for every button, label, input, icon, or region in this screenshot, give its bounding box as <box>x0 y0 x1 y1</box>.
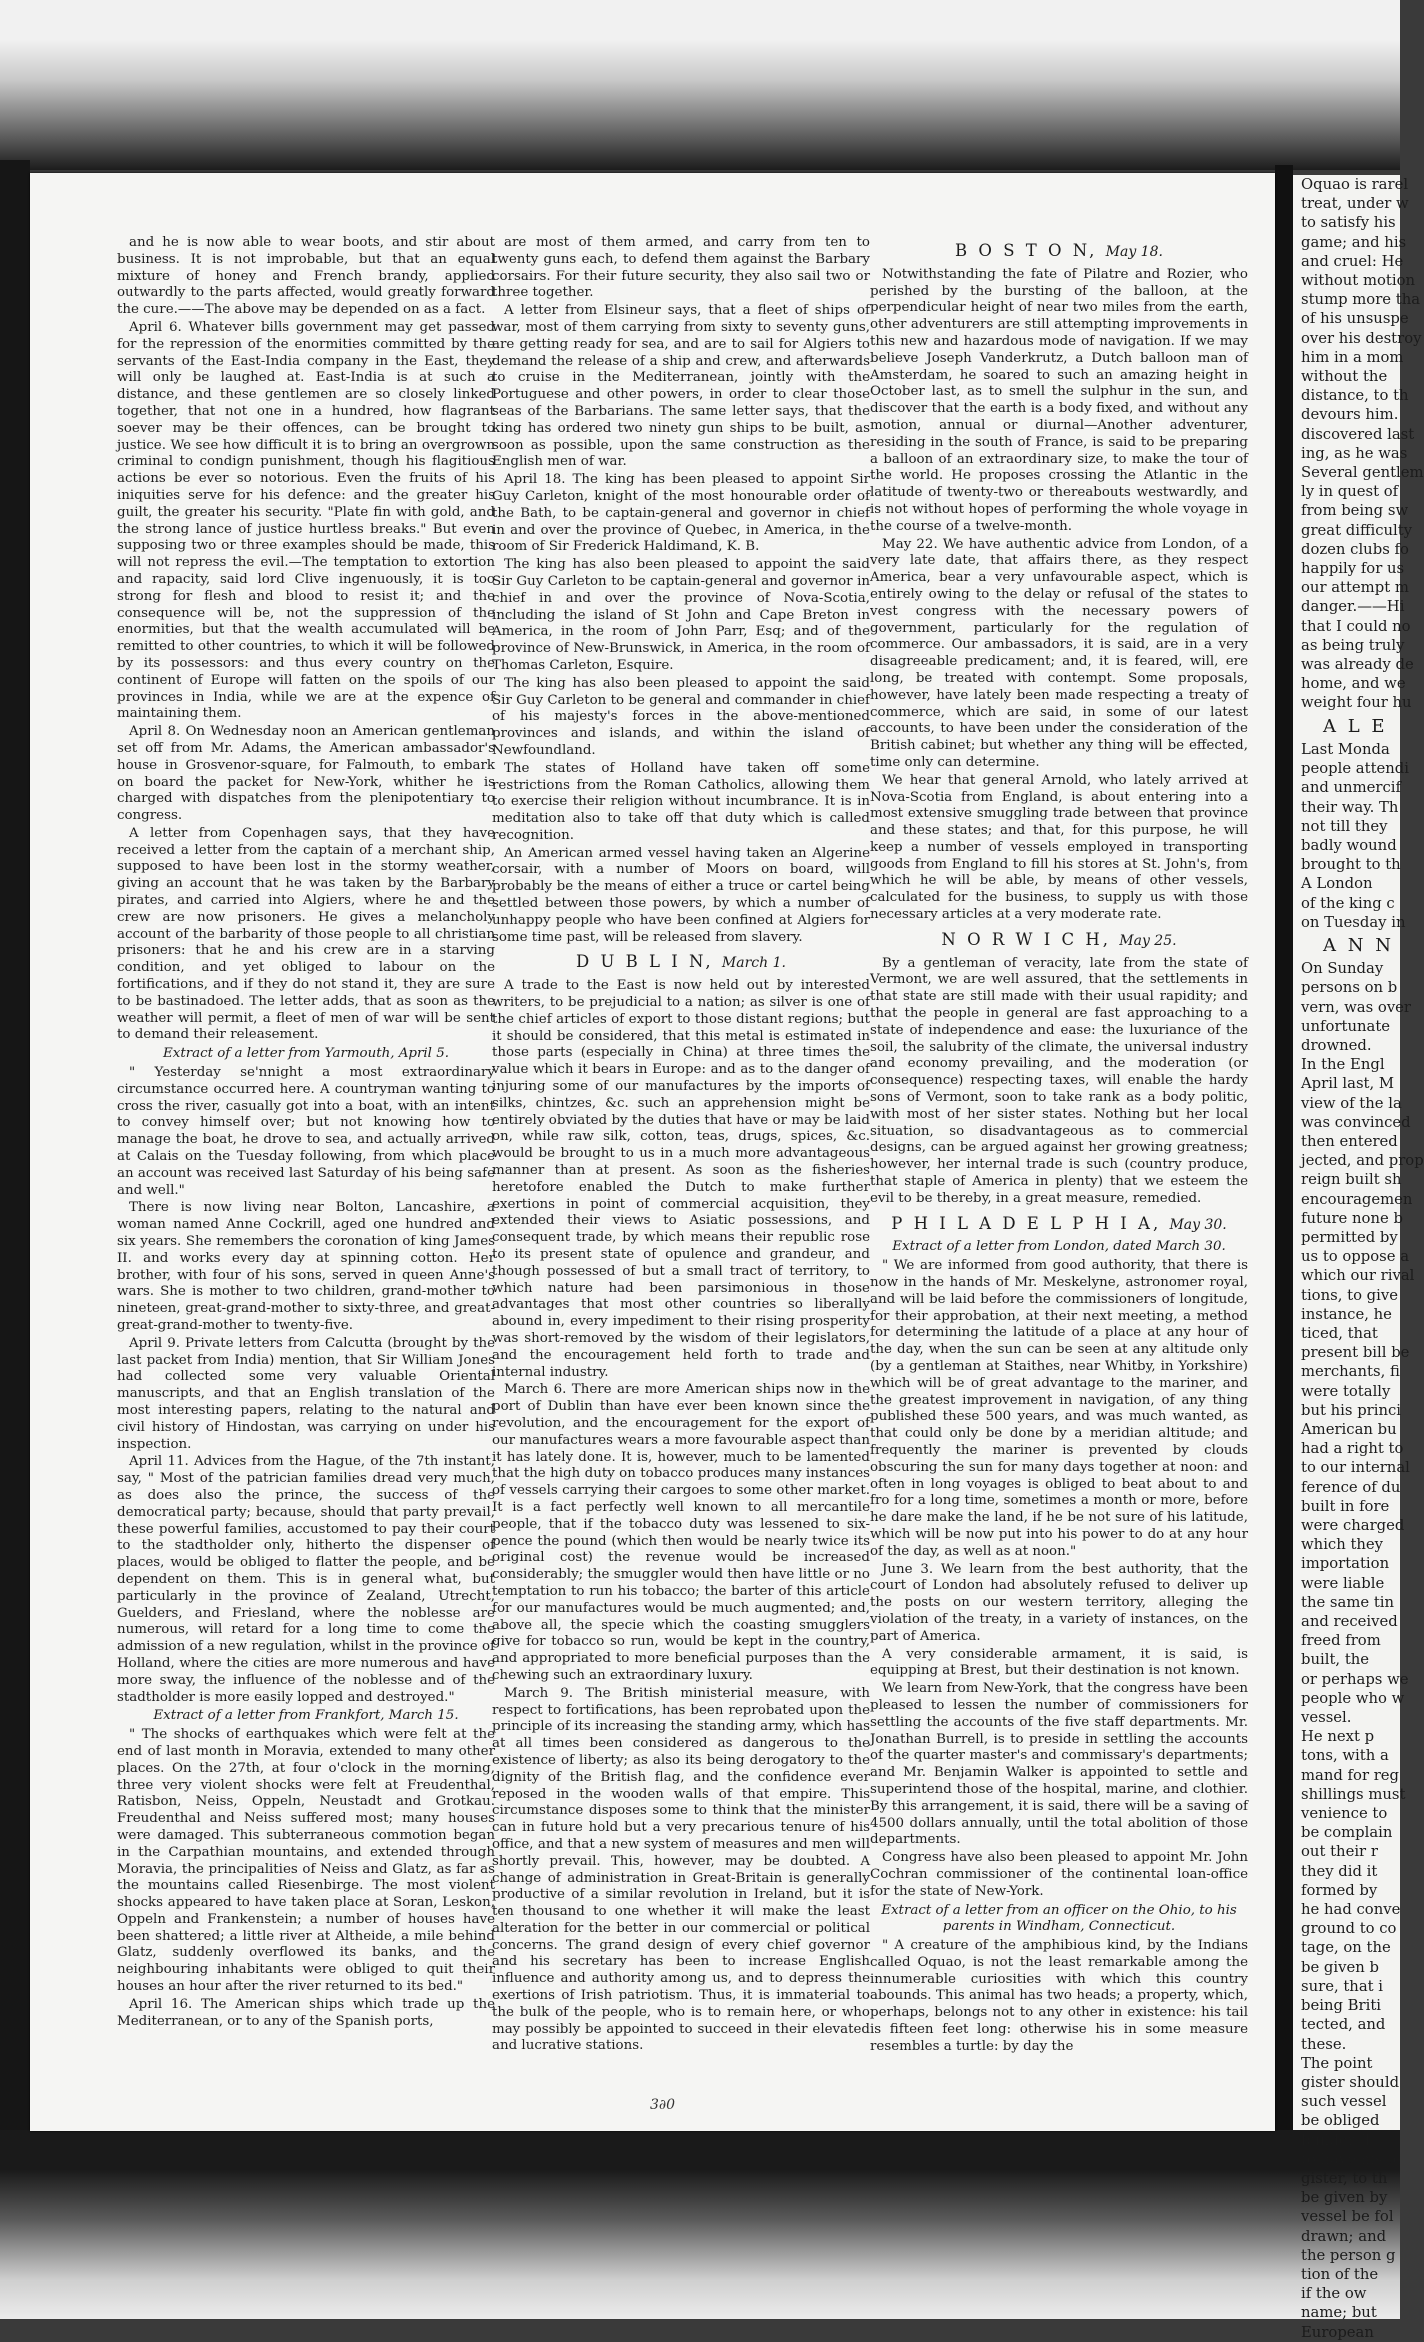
fragment-line: A N N <box>1323 934 1394 956</box>
fragment-line: ticed, that <box>1301 1324 1378 1342</box>
fragment-line: reign built sh <box>1301 1171 1402 1189</box>
fragment-line: were liable <box>1301 1574 1385 1592</box>
fragment-line: he had conve <box>1301 1901 1401 1919</box>
fragment-line: our attempt m <box>1301 579 1409 597</box>
fragment-line: mand for reg <box>1301 1766 1400 1784</box>
fragment-line: be obliged <box>1301 2112 1380 2130</box>
fragment-line: and cruel: He <box>1301 252 1404 270</box>
fragment-line: from being sw <box>1301 502 1409 520</box>
article-paragraph: A letter from Copenhagen says, that they have received a letter from the captain of a merchant ship, supposed to have been lost in the stormy weather, giving an account that he was taken by the Barbary pirates, and carried into Algiers, where he and the crew are now prisoners. He gives a melancholy account of the barbarity of those people to all christian prisoners: that he and his crew are in a starving condition, and yet obliged to labour on the fortifications, and if they do not stand it, they are sure to be bastinadoed. The letter adds, that as soon as the weather will permit, a fleet of men of war will be sent to demand their releasement. <box>117 825 495 1043</box>
fragment-line: people who w <box>1301 1689 1405 1707</box>
fragment-line: out their r <box>1301 1843 1378 1861</box>
norwich-heading: N O R W I C H, May 25. <box>941 929 1177 949</box>
article-paragraph: " The shocks of earthquakes which were felt at the end of last month in Moravia, extended to many other places. On the 27th, at four o'clock in the morning, three very violent shocks were felt at Freudenthal, Ratisbon, Neiss, Oppeln, Neustadt and Grotkau. Freudenthal and Neiss suffered most; many houses were damaged. This subterraneous commotion began in the Carpathian mountains, and extended through Moravia, the principalities of Neiss and Glatz, as far as the mountains called Riesenbirge. The most violent shocks appeared to have taken place at Soran, Leskon, Oppeln and Frankenstein; a number of houses have been shattered; a little river at Altheide, a mile behind Glatz, suddenly overflowed its banks, and the neighbouring inhabitants were obliged to quit their houses an hour after the river returned to its bed." <box>117 1727 495 1995</box>
fragment-line: On Sunday <box>1301 960 1384 978</box>
fragment-line: were totally <box>1301 1382 1391 1400</box>
article-paragraph: June 3. We learn from the best authority, that the court of London had absolutely refused to deliver up the posts on our western territory, alleging the violation of the treaty, in a variety of instances, on the part of America. <box>870 1561 1248 1644</box>
fragment-line: The point <box>1301 2054 1373 2072</box>
fragment-line: not till they <box>1301 817 1388 835</box>
article-paragraph: April 9. Private letters from Calcutta (brought by the last packet from India) mention, that Sir William Jones had collected some very valuable Oriental manuscripts, and that an English translation of the most interesting papers, relating to the natural and civil history of Hindostan, was carrying on under his inspection. <box>117 1335 495 1452</box>
book-gutter <box>1275 165 1293 2140</box>
article-paragraph: Extract of a letter from an officer on the Ohio, to his parents in Windham, Connecticut. <box>881 1902 1237 1935</box>
fragment-line: be given b <box>1301 1958 1379 1976</box>
fragment-line: if the ow <box>1301 2285 1367 2303</box>
article-paragraph: April 16. The American ships which trade up the Mediterranean, or to any of the Spanish ports, <box>117 1996 495 2029</box>
fragment-line: gister, to th <box>1301 2169 1388 2187</box>
fragment-line: European <box>1301 2323 1374 2341</box>
article-paragraph: Notwithstanding the fate of Pilatre and Rozier, who perished by the bursting of the balloon, at the perpendicular height of near two miles from the earth, other adventurers are still attempting improvements in this new and hazardous mode of navigation. If we may believe Joseph Vanderkrutz, a Dutch balloon man of Amsterdam, he soared to such an amazing height in October last, as to smell the sulphur in the sun, and discover that the earth is a body fixed, and without any motion, annual or diurnal—Another adventurer, residing in the south of France, is said to be preparing a balloon of an extraordinary size, to make the tour of the world. He proposes crossing the Atlantic in the latitude of twenty-two or thereabouts westwardly, and is not without hopes of performing the whole voyage in the course of a twelve-month. <box>870 266 1248 534</box>
article-paragraph: April 18. The king has been pleased to appoint Sir Guy Carleton, knight of the most honourable order of the Bath, to be captain-general and governor in chief in and over the province of Quebec, in America, in the room of Sir Frederick Haldimand, K. B. <box>492 472 870 555</box>
article-paragraph: There is now living near Bolton, Lancashire, a woman named Anne Cockrill, aged one hundred and six years. She remembers the coronation of king James II. and works every day at spinning cotton. Her brother, with four of his sons, served in queen Anne's wars. She is mother to two children, grand-mother to nineteen, great-grand-mother to sixty-three, and great-great-grand-mother to twenty-five. <box>117 1200 495 1333</box>
fragment-line: they did it <box>1301 1862 1378 1880</box>
fragment-line: was convinced <box>1301 1113 1411 1131</box>
dublin-heading: D U B L I N, March 1. <box>576 952 786 972</box>
article-paragraph: Extract of a letter from Frankfort, March 15. <box>153 1708 459 1724</box>
fragment-line: tected, and <box>1301 2016 1386 2034</box>
fragment-line: treat, under w <box>1301 195 1409 213</box>
article-paragraph: We learn from New-York, that the congress have been pleased to lessen the number of commissioners for settling the accounts of the five staff departments. Mr. Jonathan Burrell, is to preside in settling the accounts of the quarter master's and commissary's departments; and Mr. Benjamin Walker is appointed to settle and superintend those of the hospital, marine, and clothier. By this arrangement, it is said, there will be a saving of 4500 dollars annually, until the total abolition of those departments. <box>870 1681 1248 1848</box>
fragment-line: over his destroy <box>1301 329 1422 347</box>
fragment-line: built in fore <box>1301 1497 1390 1515</box>
fragment-line: encouragemen <box>1301 1190 1413 1208</box>
fragment-line: their way. Th <box>1301 798 1399 816</box>
article-paragraph: A letter from Elsineur says, that a fleet of ships of war, most of them carrying from sixty to seventy guns, are getting ready for sea, and are to sail for Algiers to demand the release of a ship and crew, and afterwards to cruise in the Mediterranean, jointly with the Portuguese and other powers, in order to clear those seas of the Barbarians. The same letter says, that the king has ordered two ninety gun ships to be built, as soon as possible, upon the same construction as the English men of war. <box>492 303 870 470</box>
article-paragraph: A trade to the East is now held out by interested writers, to be prejudicial to a nation; as silver is one of the chief articles of export to those distant regions; but it should be considered, that this metal is estimated in those parts (especially in China) at three times the value which it bears in Europe: and as to the danger of injuring some of our manufactures by the imports of silks, chintzes, &c. such an apprehension might be entirely obviated by the duties that have or may be laid on, while raw silk, cotton, teas, drugs, spices, &c. would be brought to us in a much more advantageous manner than at present. As soon as the fisheries heretofore enabled the Dutch to make further exertions in point of commercial acquisition, they extended their views to Asiatic possessions, and consequent trade, by which means their republic rose to its present state of opulence and grandeur, and though possessed of but a small tract of territory, to which nature had been parsimonious in those advantages that most other countries so liberally abound in, every impediment to their rising prosperity was short-removed by the wisdom of their legislators, and the encouragement held forth to trade and internal industry. <box>492 978 870 1380</box>
article-paragraph: April 6. Whatever bills government may get passed for the repression of the enormities committed by the servants of the East-India company in the East, they will only be laughed at. East-India is at such a distance, and these gentlemen are so closely linked together, that not one in a hundred, how flagrant soever may be their offences, can be brought to justice. We see how difficult it is to bring an overgrown criminal to condign punishment, though his flagitious actions be ever so notorious. Even the fruits of his iniquities serve for his defence: and the greater his guilt, the greater his security. "Plate fin with gold, and the strong lance of justice hurtless breaks." But even supposing two or three examples should be made, this will not repress the evil.—The temptation to extortion and rapacity, said lord Clive ingenuously, it is too strong for flesh and blood to resist it; and the consequence will be, not the suppression of the enormities, but that the wealth accumulated will be remitted to other countries, to which it will be followed by its possessors: and thus every country on the continent of Europe will fatten on the spoils of our provinces in India, while we are at the expence of maintaining them. <box>117 319 495 722</box>
fragment-line: builder. T <box>1301 2131 1373 2149</box>
scan-bottom-margin <box>0 2130 1400 2319</box>
fragment-line: be complain <box>1301 1824 1393 1842</box>
fragment-line: ly in quest of <box>1301 483 1399 501</box>
fragment-line: devours him. <box>1301 406 1399 424</box>
fragment-line: but his princi <box>1301 1401 1402 1419</box>
adjacent-page-fragment <box>1293 175 1424 2341</box>
fragment-line: A London <box>1301 875 1373 893</box>
article-paragraph: March 6. There are more American ships now in the port of Dublin than have ever been known since the revolution, and the encouragement for the export of our manufactures wears a more favourable aspect than it has lately done. It is, however, much to be lamented that the high duty on tobacco produces many instances of vessels carrying their cargoes to some other market. It is a fact perfectly well known to all mercantile people, that if the tobacco duty was lessened to six-pence the pound (which then would be nearly twice its original cost) the revenue would be increased considerably; the smuggler would then have little or no temptation to run his tobacco; the barter of this article for our manufactures would be much augmented; and, above all, the specie which the coasting smugglers give for tobacco so run, would be kept in the country, and appropriated to more beneficial purposes than the chewing such an extraordinary luxury. <box>492 1382 870 1683</box>
article-paragraph: We hear that general Arnold, who lately arrived at Nova-Scotia from England, is about entering into a most extensive smuggling trade between that province and these states; and that, for this purpose, he will keep a number of vessels employed in transporting goods from England to fill his stores at St. John's, from which he will be able, by means of other vessels, calculated for the business, to supply us with those necessary articles at a very moderate rate. <box>870 772 1248 923</box>
scan-top-margin <box>0 0 1400 170</box>
fragment-line: that I could no <box>1301 617 1411 635</box>
fragment-line: view of the la <box>1301 1094 1402 1112</box>
fragment-line: these. <box>1301 2035 1347 2053</box>
fragment-line: venience to <box>1301 1805 1388 1823</box>
fragment-line: which our rival <box>1301 1267 1415 1285</box>
fragment-line: were charged <box>1301 1517 1405 1535</box>
fragment-line: such vessel <box>1301 2093 1387 2111</box>
fragment-line: danger.——Hi <box>1301 598 1405 616</box>
fragment-line: and unmercif <box>1301 779 1401 797</box>
fragment-line: shillings must <box>1301 1785 1406 1803</box>
article-paragraph: A very considerable armament, it is said, is equipping at Brest, but their destination is not known. <box>870 1646 1248 1679</box>
fragment-line: merchants, fi <box>1301 1363 1400 1381</box>
article-paragraph: and he is now able to wear boots, and stir about business. It is not improbable, but that an equal mixture of honey and French brandy, applied outwardly to the parts affected, would greatly forward the cure.——The above may be depended on as a fact. <box>117 235 495 318</box>
article-paragraph: May 22. We have authentic advice from London, of a very late date, that affairs there, as they respect America, bear a very unfavourable aspect, which is entirely owing to the delay or refusal of the states to vest congress with the necessary powers of government, particularly for the regulation of commerce. Our ambassadors, it is said, are in a very disagreeable predicament; and, it is feared, will, ere long, be treated with contempt. Some proposals, however, have lately been made respecting a treaty of commerce, which are said, in some of our latest accounts, to have been under the consideration of the British cabinet; but whether any thing will be effected, time only can determine. <box>870 536 1248 770</box>
fragment-line: tage, on the <box>1301 1939 1391 1957</box>
fragment-line: of the king c <box>1301 894 1395 912</box>
fragment-line: formed by <box>1301 1881 1378 1899</box>
column-3 <box>870 235 1248 2057</box>
fragment-line: name; but <box>1301 2304 1377 2322</box>
fragment-line: without motion <box>1301 272 1416 290</box>
fragment-line: of his unsuspe <box>1301 310 1409 328</box>
fragment-line: present bill be <box>1301 1344 1410 1362</box>
fragment-line: happily for us <box>1301 560 1405 578</box>
column-1 <box>117 235 495 2031</box>
article-paragraph: " A creature of the amphibious kind, by the Indians called Oquao, is not the least remarkable among the innumerable curiosities with which this country abounds. This animal has two heads; a property, which, perhaps, belongs not to any other in existence: his tail is fifteen feet long: otherwise his in some measure resembles a turtle: by day the <box>870 1938 1248 2054</box>
fragment-line: sure, that i <box>1301 1977 1384 1995</box>
fragment-line: stump more tha <box>1301 291 1421 309</box>
fragment-line: which they <box>1301 1536 1384 1554</box>
fragment-line: persons on b <box>1301 979 1398 997</box>
fragment-line: gister should <box>1301 2073 1400 2091</box>
fragment-line: to satisfy his <box>1301 214 1396 232</box>
fragment-line: the same tin <box>1301 1593 1395 1611</box>
fragment-line: vessel be fol <box>1301 2208 1394 2226</box>
fragment-line: people attendi <box>1301 760 1410 778</box>
fragment-line: tion of the <box>1301 2265 1379 2283</box>
fragment-line: brought to th <box>1301 856 1401 874</box>
fragment-line: us to oppose a <box>1301 1248 1410 1266</box>
fragment-line: In the Engl <box>1301 1056 1385 1074</box>
article-paragraph: By a gentleman of veracity, late from the state of Vermont, we are well assured, that the settlements in that state are still made with their usual rapidity; and that the people in general are fast approaching to a state of independence and ease: the luxuriance of the soil, the salubrity of the climate, the universal industry and economy prevailing, and the moderation (or consequence) respecting taxes, will enable the hardy sons of Vermont, soon to take rank as a body politic, with most of her sister states. Nothing but her local situation, so disadvantageous as to commercial designs, can be argued against her growing greatness; however, her internal trade is such (country produce, that staple of America in plenty) that we esteem the evil to be thereby, in a great measure, remedied. <box>870 955 1248 1206</box>
fragment-line: permitted by <box>1301 1228 1398 1246</box>
column-2 <box>492 235 870 2056</box>
fragment-line: him in a mom <box>1301 348 1404 366</box>
article-paragraph: The states of Holland have taken off some restrictions from the Roman Catholics, allowing them to exercise their religion without incumbrance. It is in meditation also to take off that duty which is called recognition. <box>492 760 870 843</box>
fragment-line: vessel. <box>1301 1709 1352 1727</box>
fragment-line: great difficulty <box>1301 521 1413 539</box>
fragment-line: distance, to th <box>1301 387 1409 405</box>
fragment-line: or perhaps we <box>1301 1670 1409 1688</box>
article-paragraph: Extract of a letter from Yarmouth, April 5. <box>163 1046 449 1062</box>
fragment-line: ground to co <box>1301 1920 1397 1938</box>
fragment-line: unfortunate <box>1301 1017 1391 1035</box>
fragment-line: vern, was over <box>1301 998 1412 1016</box>
fragment-line: drawn; and <box>1301 2227 1387 2245</box>
fragment-line: to our internal <box>1301 1459 1410 1477</box>
fragment-line: and received <box>1301 1613 1398 1631</box>
fragment-line: tions, to give <box>1301 1286 1398 1304</box>
fragment-line: built, the <box>1301 1651 1370 1669</box>
scan-left-edge <box>0 160 30 2140</box>
fragment-line: importation <box>1301 1555 1390 1573</box>
article-paragraph: An American armed vessel having taken an Algerine corsair, with a number of Moors on board, will probably be the means of either a truce or cartel being settled between those powers, by which a number of unhappy people who have been confined at Algiers for some time past, will be released from slavery. <box>492 845 870 945</box>
fragment-line: Oquao is rarel <box>1301 176 1409 193</box>
article-paragraph: " We are informed from good authority, that there is now in the hands of Mr. Meskelyne, astronomer royal, and will be laid before the commissioners of longitude, for their approbation, at their next meeting, a method for determining the latitude of a place at any hour of the day, when the sun can be seen at any altitude only (by a gentleman at Staithes, near Whitby, in Yorkshire) which will be of great advantage to the mariner, and the greatest improvement in navigation, of any thing published these 500 years, and was much wanted, as that could only be done by a meridian altitude; and frequently the mariner is prevented by clouds obscuring the sun for many days together at noon: and often in long voyages is obliged to beat about to and fro for a long time, sometimes a month or more, before he dare make the land, if he be not sure of his latitude, which will be now put into his power to do at any hour of the day, as well as at noon." <box>870 1258 1248 1559</box>
fragment-line: the person g <box>1301 2246 1396 2264</box>
fragment-line: badly wound <box>1301 836 1397 854</box>
article-paragraph: Congress have also been pleased to appoint Mr. John Cochran commissioner of the continental loan-office for the state of New-York. <box>870 1850 1248 1899</box>
fragment-line: game; and his <box>1301 233 1407 251</box>
fragment-line: without the <box>1301 368 1388 386</box>
fragment-line: freed from <box>1301 1632 1381 1650</box>
fragment-line: A L E <box>1323 715 1388 737</box>
fragment-line: discovered last <box>1301 425 1415 443</box>
fragment-line: ing, as he was <box>1301 444 1408 462</box>
article-paragraph: The king has also been pleased to appoint the said Sir Guy Carleton to be general and commander in chief of his majesty's forces in the above-mentioned provinces and islands, and within the island of Newfoundland. <box>492 675 870 758</box>
article-paragraph: " Yesterday se'nnight a most extraordinary circumstance occurred here. A countryman wanting to cross the river, casually got into a boat, with an intent to convey himself over; but not knowing how to manage the boat, he drove to sea, and actually arrived at Calais on the Tuesday following, from which place an account was received last Saturday of his being safe and well." <box>117 1065 495 1198</box>
fragment-line: as being truly <box>1301 636 1405 654</box>
boston-heading: B O S T O N, May 18. <box>955 241 1163 260</box>
fragment-line: had a right to <box>1301 1440 1404 1458</box>
philadelphia-heading: P H I L A D E L P H I A, May 30. <box>891 1213 1227 1233</box>
article-paragraph: March 9. The British ministerial measure, with respect to fortifications, has been reprobated upon the principle of its increasing the standing army, which has at all times been considered as dangerous to the existence of liberty; as also its being derogatory to the dignity of the British flag, and the confidence ever reposed in the wooden walls of that empire. This circumstance disposes some to think that the minister can in future hold but a very precarious tenure of his office, and that a new system of measures and men will shortly prevail. This, however, may be doubted. A change of administration in Great-Britain is generally productive of a similar revolution in Ireland, but it is ten thousand to one whether it will make the least alteration for the better in our commercial or political concerns. The grand design of every chief governor and his secretary has been to increase English influence and authority among us, and to depress the exertions of Irish patriotism. Thus, it is immaterial to the bulk of the people, who is to remain here, or who may possibly be appointed to succeed in their elevated and lucrative stations. <box>492 1685 870 2054</box>
fragment-line: on Tuesday in <box>1301 913 1406 931</box>
article-paragraph: are most of them armed, and carry from ten to twenty guns each, to defend them against the Barbary corsairs. For their future security, they also sail two or three together. <box>492 235 870 301</box>
article-paragraph: The king has also been pleased to appoint the said Sir Guy Carleton to be captain-general and governor in chief in and over the province of Nova-Scotia, including the island of St John and Cape Breton in America, in the room of John Parr, Esq; and of the province of New-Brunswick, in America, in the room of Thomas Carleton, Esquire. <box>492 557 870 673</box>
fragment-line: weight four hu <box>1301 694 1412 712</box>
fragment-line: being Briti <box>1301 1997 1382 2015</box>
fragment-line: American bu <box>1301 1421 1397 1438</box>
fragment-line: dozen clubs fo <box>1301 540 1409 558</box>
article-paragraph: Extract of a letter from London, dated March 30. <box>892 1239 1226 1255</box>
fragment-line: Several gentlem <box>1301 464 1424 482</box>
fragment-line: He next p <box>1301 1728 1375 1746</box>
fragment-line: Last Monda <box>1301 740 1390 758</box>
fragment-line: tons, with a <box>1301 1747 1389 1765</box>
fragment-line: jected, and prop <box>1301 1152 1424 1170</box>
page-number: 3∂0 <box>650 2097 676 2113</box>
article-paragraph: April 11. Advices from the Hague, of the 7th instant, say, " Most of the patrician families dread very much, as does also the prince, the success of the democratical party; because, should that party prevail, these powerful families, accustomed to pay their court to the stadtholder only, hitherto the dispenser of places, would be obliged to flatter the people, and be dependent on them. This is in general what, but particularly in the province of Zealand, Utrecht, Guelders, and Friesland, where the noblesse are numerous, will retard for a long time to come the admission of a new regulation, whilst in the province of Holland, where the cities are more numerous and have more sway, the influence of the noblesse and of the stadtholder is more easily lopped and destroyed." <box>117 1454 495 1705</box>
fragment-line: to have his o <box>1301 2150 1397 2168</box>
fragment-line: be given by <box>1301 2189 1388 2207</box>
fragment-line: drowned. <box>1301 1036 1372 1054</box>
fragment-line: was already de <box>1301 656 1414 674</box>
fragment-line: instance, he <box>1301 1305 1392 1323</box>
fragment-line: ference of du <box>1301 1478 1401 1496</box>
fragment-line: future none b <box>1301 1209 1403 1227</box>
fragment-line: then entered <box>1301 1132 1398 1150</box>
fragment-line: home, and we <box>1301 675 1406 693</box>
article-paragraph: April 8. On Wednesday noon an American gentleman set off from Mr. Adams, the American ambassador's house in Grosvenor-square, for Falmouth, to embark on board the packet for New-York, whither he is charged with dispatches from the plenipotentiary to congress. <box>117 724 495 824</box>
fragment-line: April last, M <box>1301 1075 1395 1093</box>
